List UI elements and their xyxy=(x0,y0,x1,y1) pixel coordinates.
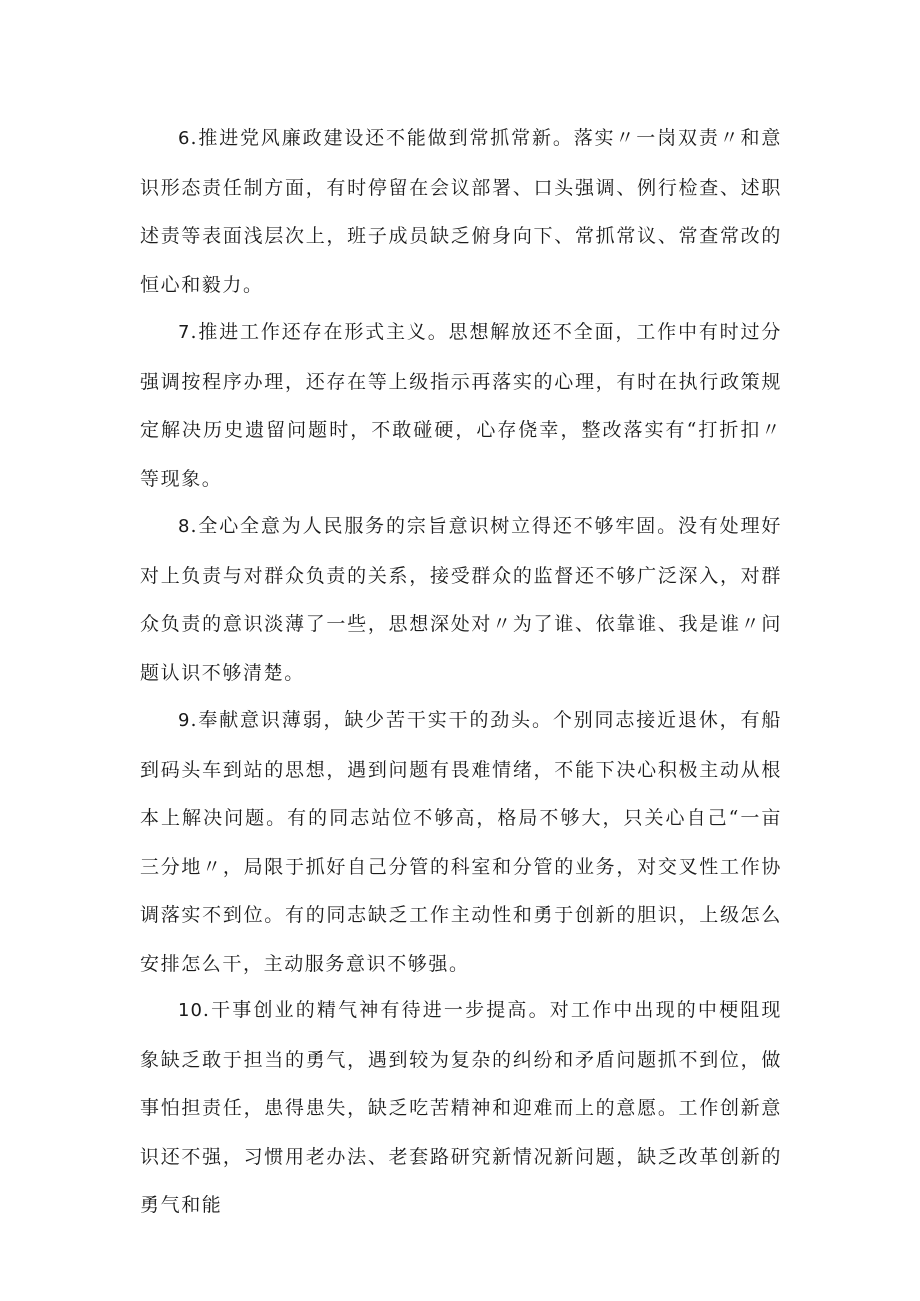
paragraph-number: 6 xyxy=(178,128,191,149)
paragraph-10 xyxy=(140,986,782,1230)
paragraph-number: 8 xyxy=(178,516,191,537)
paragraph-number: 7 xyxy=(178,322,191,343)
paragraph-text: .奉献意识薄弱，缺少苦干实干的劲头。个别同志接近退休，有船到码头车到站的思想，遇到问题有畏难情绪，不能下决心积极主动从根本上解决问题。有的同志站位不够高，格局不够大，只关心自己“一亩三分地〃，局限于抓好自己分管的科室和分管的业务，对交叉性工作协调落实不到位。有的同志缺乏工作主动性和勇于创新的胆识，上级怎么安排怎么干，主动服务意识不够强。 xyxy=(140,709,782,975)
paragraph-8 xyxy=(140,502,782,697)
paragraph-6 xyxy=(140,114,782,309)
paragraph-number: 10 xyxy=(178,1000,203,1021)
paragraph-text: .推进工作还存在形式主义。思想解放还不全面，工作中有时过分强调按程序办理，还存在等上级指示再落实的心理，有时在执行政策规定解决历史遗留问题时，不敢碰硬，心存侥幸，整改落实有“打折扣〃等现象。 xyxy=(140,321,782,490)
paragraph-text: .全心全意为人民服务的宗旨意识树立得还不够牢固。没有处理好对上负责与对群众负责的关系，接受群众的监督还不够广泛深入，对群众负责的意识淡薄了一些，思想深处对〃为了谁、依靠谁、我是谁〃问题认识不够清楚。 xyxy=(140,515,782,684)
paragraph-7 xyxy=(140,308,782,503)
paragraph-number: 9 xyxy=(178,710,191,731)
paragraph-9 xyxy=(140,696,782,989)
paragraph-text: .推进党风廉政建设还不能做到常抓常新。落实〃一岗双责〃和意识形态责任制方面，有时停留在会议部署、口头强调、例行检查、述职述责等表面浅层次上，班子成员缺乏俯身向下、常抓常议、常查常改的恒心和毅力。 xyxy=(140,127,782,296)
paragraph-text: .干事创业的精气神有待进一步提高。对工作中出现的中梗阻现象缺乏敢于担当的勇气，遇到较为复杂的纠纷和矛盾问题抓不到位，做事怕担责任，患得患失，缺乏吃苦精神和迎难而上的意愿。工作创新意识还不强，习惯用老办法、老套路研究新情况新问题，缺乏改革创新的勇气和能 xyxy=(140,999,782,1217)
